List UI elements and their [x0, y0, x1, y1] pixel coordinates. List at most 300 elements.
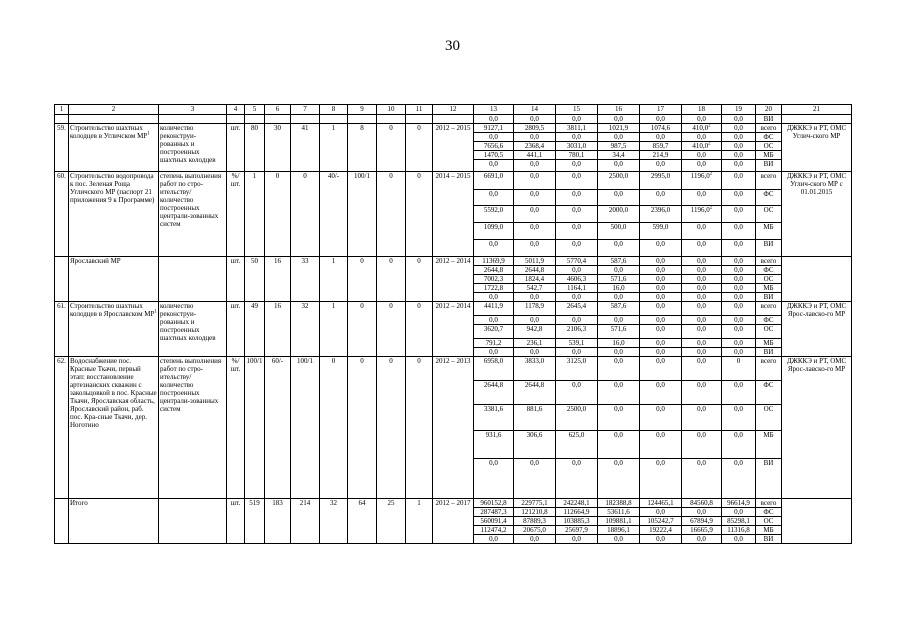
amount-cell: 0,0 — [474, 133, 514, 142]
unit: шт. — [227, 257, 245, 302]
amount-cell: 0,0 — [474, 316, 514, 325]
header-cell: 2 — [69, 105, 159, 115]
header-cell: 10 — [377, 105, 406, 115]
amount-cell: 0,0 — [556, 190, 598, 206]
amount-cell: 0,0 — [640, 302, 682, 316]
amount-cell: 0,0 — [682, 151, 722, 160]
amount-cell: 0,0 — [474, 348, 514, 357]
amount-cell: 0 — [722, 357, 756, 381]
amount-cell: 0,0 — [682, 240, 722, 257]
source-cell: всего — [756, 499, 782, 508]
source-cell: всего — [756, 257, 782, 266]
amount-cell: 0,0 — [682, 357, 722, 381]
amount-cell: 2644,8 — [514, 381, 556, 405]
amount-cell: 0,0 — [514, 348, 556, 357]
empty-cell — [55, 115, 69, 124]
plan-value: 25 — [377, 499, 406, 544]
amount-cell: 0,0 — [556, 115, 598, 124]
amount-cell: 0,0 — [640, 431, 682, 459]
amount-cell: 2500,0 — [556, 405, 598, 431]
footnote-mark: 2 — [708, 123, 711, 129]
amount-cell: 2106,3 — [556, 325, 598, 339]
amount-cell: 242248,1 — [556, 499, 598, 508]
amount-cell: 3811,1 — [556, 124, 598, 133]
plan-value: 0 — [320, 357, 348, 499]
amount-cell: 0,0 — [722, 325, 756, 339]
amount-cell: 0,0 — [682, 508, 722, 517]
plan-value: 183 — [265, 499, 291, 544]
amount-cell: 0,0 — [556, 293, 598, 302]
amount-cell: 942,8 — [514, 325, 556, 339]
amount-cell: 105242,7 — [640, 517, 682, 526]
header-cell: 19 — [722, 105, 756, 115]
row-number: 59. — [55, 124, 69, 172]
amount-cell: 0,0 — [640, 190, 682, 206]
amount-cell: 0,0 — [598, 405, 640, 431]
amount-cell: 2644,8 — [474, 266, 514, 275]
empty-cell — [433, 115, 474, 124]
source-cell: МБ — [756, 223, 782, 240]
amount-cell: 0,0 — [722, 302, 756, 316]
amount-cell: 0,0 — [722, 133, 756, 142]
plan-value: 1 — [406, 499, 433, 544]
period: 2014 – 2015 — [433, 172, 474, 257]
amount-cell: 6691,0 — [474, 172, 514, 190]
amount-cell: 0,0 — [556, 381, 598, 405]
amount-cell: 0,0 — [514, 459, 556, 499]
amount-cell: 236,1 — [514, 339, 556, 348]
amount-cell: 0,0 — [474, 160, 514, 172]
amount-cell: 0,0 — [640, 160, 682, 172]
source-cell: ОС — [756, 405, 782, 431]
amount-cell: 0,0 — [640, 316, 682, 325]
plan-value: 0 — [348, 257, 377, 302]
amount-cell: 7002,3 — [474, 275, 514, 284]
table-row — [55, 499, 852, 508]
amount-cell: 67894,9 — [682, 517, 722, 526]
indicator — [159, 499, 227, 544]
amount-cell: 859,7 — [640, 142, 682, 151]
amount-cell: 0,0 — [474, 293, 514, 302]
amount-cell: 571,6 — [598, 325, 640, 339]
amount-cell: 0,0 — [722, 535, 756, 544]
amount-cell: 0,0 — [722, 257, 756, 266]
amount-cell: 0,0 — [514, 535, 556, 544]
amount-cell: 0,0 — [556, 266, 598, 275]
amount-cell: 0,0 — [556, 172, 598, 190]
amount-cell: 11369,9 — [474, 257, 514, 266]
amount-cell: 0,0 — [474, 115, 514, 124]
source-cell: ВИ — [756, 535, 782, 544]
amount-cell: 1196,0$^2$ — [682, 206, 722, 223]
plan-value: 0 — [377, 257, 406, 302]
plan-value: 40/- — [320, 172, 348, 257]
amount-cell: 0,0 — [640, 535, 682, 544]
amount-cell: 0,0 — [556, 223, 598, 240]
amount-cell: 791,2 — [474, 339, 514, 348]
source-cell: МБ — [756, 284, 782, 293]
responsible: ДЖККЭ и РТ, ОМС Углич-ского МР с 01.01.2015 — [782, 172, 852, 257]
source-cell: ОС — [756, 142, 782, 151]
amount-cell: 0,0 — [722, 459, 756, 499]
amount-cell: 0,0 — [640, 405, 682, 431]
amount-cell: 5592,0 — [474, 206, 514, 223]
amount-cell: 0,0 — [598, 133, 640, 142]
period: 2012 – 2014 — [433, 302, 474, 357]
amount-cell: 16,0 — [598, 284, 640, 293]
amount-cell: 0,0 — [514, 206, 556, 223]
responsible — [782, 499, 852, 544]
amount-cell: 87889,3 — [514, 517, 556, 526]
amount-cell: 0,0 — [682, 459, 722, 499]
amount-cell: 0,0 — [598, 381, 640, 405]
amount-cell: 0,0 — [682, 316, 722, 325]
amount-cell: 0,0 — [640, 325, 682, 339]
program-table — [54, 104, 851, 544]
amount-cell: 0,0 — [682, 339, 722, 348]
plan-value: 16 — [265, 302, 291, 357]
header-row — [55, 105, 852, 115]
amount-cell: 0,0 — [640, 293, 682, 302]
amount-cell: 0,0 — [722, 223, 756, 240]
amount-cell: 0,0 — [722, 240, 756, 257]
amount-cell: 0,0 — [598, 357, 640, 381]
amount-cell: 0,0 — [682, 535, 722, 544]
footnote-mark: 1 — [154, 309, 157, 315]
row-number: 60. — [55, 172, 69, 257]
row-number: 62. — [55, 357, 69, 499]
amount-cell: 1824,4 — [514, 275, 556, 284]
amount-cell: 881,6 — [514, 405, 556, 431]
amount-cell: 441,1 — [514, 151, 556, 160]
amount-cell: 0,0 — [640, 381, 682, 405]
amount-cell: 0,0 — [722, 142, 756, 151]
amount-cell: 121210,8 — [514, 508, 556, 517]
responsible: ДЖККЭ и РТ, ОМС Углич-ского МР — [782, 124, 852, 172]
plan-value: 16 — [265, 257, 291, 302]
source-cell: МБ — [756, 431, 782, 459]
source-cell: всего — [756, 302, 782, 316]
table-row — [55, 357, 852, 381]
amount-cell: 0,0 — [640, 133, 682, 142]
continuation-row — [55, 115, 852, 124]
amount-cell: 0,0 — [598, 190, 640, 206]
plan-value: 0 — [406, 257, 433, 302]
amount-cell: 0,0 — [640, 459, 682, 499]
plan-value: 1 — [245, 172, 265, 257]
project-name: Ярославский МР — [69, 257, 159, 302]
amount-cell: 0,0 — [598, 348, 640, 357]
amount-cell: 19222,4 — [640, 526, 682, 535]
amount-cell: 0,0 — [640, 115, 682, 124]
amount-cell: 0,0 — [722, 160, 756, 172]
source-cell: всего — [756, 124, 782, 133]
amount-cell: 0,0 — [722, 266, 756, 275]
plan-value: 8 — [348, 124, 377, 172]
indicator: степень выполнения работ по стро-ительству/ количество построенных централи-зованных систем — [159, 172, 227, 257]
amount-cell: 1074,6 — [640, 124, 682, 133]
amount-cell: 0,0 — [598, 293, 640, 302]
period: 2012 – 2017 — [433, 499, 474, 544]
amount-cell: 0,0 — [640, 257, 682, 266]
amount-cell: 0,0 — [682, 266, 722, 275]
plan-value: 0 — [377, 302, 406, 357]
plan-value: 50 — [245, 257, 265, 302]
source-cell: ВИ — [756, 160, 782, 172]
plan-value: 0 — [406, 357, 433, 499]
source-cell: ВИ — [756, 293, 782, 302]
amount-cell: 0,0 — [722, 508, 756, 517]
amount-cell: 0,0 — [556, 133, 598, 142]
amount-cell: 0,0 — [722, 284, 756, 293]
amount-cell: 4411,9 — [474, 302, 514, 316]
row-number: 61. — [55, 302, 69, 357]
empty-cell — [245, 115, 265, 124]
table-row — [55, 302, 852, 316]
plan-value: 0 — [406, 172, 433, 257]
empty-cell — [227, 115, 245, 124]
amount-cell: 2995,0 — [640, 172, 682, 190]
amount-cell: 112664,9 — [556, 508, 598, 517]
empty-cell — [377, 115, 406, 124]
source-cell: ФС — [756, 133, 782, 142]
amount-cell: 587,6 — [598, 257, 640, 266]
indicator — [159, 257, 227, 302]
amount-cell: 0,0 — [640, 275, 682, 284]
amount-cell: 0,0 — [722, 190, 756, 206]
source-cell: ФС — [756, 316, 782, 325]
amount-cell: 539,1 — [556, 339, 598, 348]
amount-cell: 0,0 — [722, 293, 756, 302]
amount-cell: 0,0 — [514, 160, 556, 172]
header-cell: 9 — [348, 105, 377, 115]
amount-cell: 0,0 — [722, 172, 756, 190]
amount-cell: 3833,0 — [514, 357, 556, 381]
plan-value: 0 — [291, 172, 320, 257]
source-cell: ФС — [756, 266, 782, 275]
amount-cell: 0,0 — [514, 316, 556, 325]
amount-cell: 542,7 — [514, 284, 556, 293]
amount-cell: 0,0 — [474, 240, 514, 257]
plan-value: 41 — [291, 124, 320, 172]
unit: %/ шт. — [227, 357, 245, 499]
plan-value: 0 — [406, 124, 433, 172]
header-cell: 8 — [320, 105, 348, 115]
empty-cell — [69, 115, 159, 124]
source-cell: ВИ — [756, 240, 782, 257]
amount-cell: 1178,9 — [514, 302, 556, 316]
amount-cell: 0,0 — [556, 160, 598, 172]
table-row — [55, 257, 852, 266]
plan-value: 49 — [245, 302, 265, 357]
plan-value: 32 — [291, 302, 320, 357]
table-row — [55, 124, 852, 133]
amount-cell: 0,0 — [682, 257, 722, 266]
amount-cell: 410,0$^2$ — [682, 142, 722, 151]
amount-cell: 16,0 — [598, 339, 640, 348]
plan-value: 0 — [348, 302, 377, 357]
amount-cell: 0,0 — [682, 115, 722, 124]
empty-cell — [406, 115, 433, 124]
amount-cell: 112474,2 — [474, 526, 514, 535]
header-cell: 12 — [433, 105, 474, 115]
source-cell: МБ — [756, 339, 782, 348]
amount-cell: 214,9 — [640, 151, 682, 160]
amount-cell: 0,0 — [722, 206, 756, 223]
amount-cell: 16665,9 — [682, 526, 722, 535]
plan-value: 0 — [377, 172, 406, 257]
header-cell: 21 — [782, 105, 852, 115]
plan-value: 1 — [320, 124, 348, 172]
source-cell: ВИ — [756, 115, 782, 124]
source-cell: ВИ — [756, 459, 782, 499]
amount-cell: 1164,1 — [556, 284, 598, 293]
amount-cell: 0,0 — [598, 240, 640, 257]
amount-cell: 11316,8 — [722, 526, 756, 535]
amount-cell: 85298,1 — [722, 517, 756, 526]
amount-cell: 0,0 — [556, 206, 598, 223]
amount-cell: 0,0 — [598, 266, 640, 275]
unit: шт. — [227, 499, 245, 544]
plan-value: 0 — [265, 172, 291, 257]
amount-cell: 0,0 — [722, 124, 756, 133]
amount-cell: 103885,3 — [556, 517, 598, 526]
amount-cell: 0,0 — [722, 151, 756, 160]
amount-cell: 0,0 — [598, 459, 640, 499]
row-number — [55, 257, 69, 302]
amount-cell: 25697,9 — [556, 526, 598, 535]
amount-cell: 2809,5 — [514, 124, 556, 133]
amount-cell: 0,0 — [722, 339, 756, 348]
amount-cell: 410,0$^2$ — [682, 124, 722, 133]
amount-cell: 587,6 — [598, 302, 640, 316]
amount-cell: 0,0 — [474, 190, 514, 206]
amount-cell: 0,0 — [640, 240, 682, 257]
amount-cell: 2000,0 — [598, 206, 640, 223]
amount-cell: 2644,8 — [474, 381, 514, 405]
header-cell: 17 — [640, 105, 682, 115]
plan-value: 60/- — [265, 357, 291, 499]
table-row — [55, 172, 852, 190]
footnote-mark: 1 — [147, 131, 150, 137]
amount-cell: 571,6 — [598, 275, 640, 284]
amount-cell: 960152,8 — [474, 499, 514, 508]
period: 2012 – 2013 — [433, 357, 474, 499]
amount-cell: 0,0 — [682, 275, 722, 284]
amount-cell: 0,0 — [682, 293, 722, 302]
amount-cell: 0,0 — [514, 240, 556, 257]
amount-cell: 0,0 — [514, 223, 556, 240]
amount-cell: 0,0 — [598, 160, 640, 172]
amount-cell: 625,0 — [556, 431, 598, 459]
amount-cell: 987,5 — [598, 142, 640, 151]
header-cell: 14 — [514, 105, 556, 115]
amount-cell: 0,0 — [640, 348, 682, 357]
empty-cell — [320, 115, 348, 124]
amount-cell: 6958,0 — [474, 357, 514, 381]
amount-cell: 3381,6 — [474, 405, 514, 431]
amount-cell: 0,0 — [640, 266, 682, 275]
amount-cell: 2500,0 — [598, 172, 640, 190]
amount-cell: 0,0 — [556, 240, 598, 257]
amount-cell: 0,0 — [598, 431, 640, 459]
plan-value: 214 — [291, 499, 320, 544]
amount-cell: 0,0 — [682, 431, 722, 459]
plan-value: 0 — [377, 124, 406, 172]
responsible — [782, 257, 852, 302]
amount-cell: 0,0 — [722, 316, 756, 325]
responsible: ДЖККЭ и РТ, ОМС Ярос-лавско-го МР — [782, 302, 852, 357]
period: 2012 – 2014 — [433, 257, 474, 302]
period: 2012 – 2015 — [433, 124, 474, 172]
amount-cell: 0,0 — [722, 405, 756, 431]
amount-cell: 0,0 — [556, 459, 598, 499]
amount-cell: 1470,5 — [474, 151, 514, 160]
empty-cell — [291, 115, 320, 124]
amount-cell: 0,0 — [598, 316, 640, 325]
amount-cell: 306,6 — [514, 431, 556, 459]
indicator: количество реконструи-рованных и построенных шахтных колодцев — [159, 124, 227, 172]
amount-cell: 1099,0 — [474, 223, 514, 240]
amount-cell: 34,4 — [598, 151, 640, 160]
amount-cell: 0,0 — [722, 275, 756, 284]
amount-cell: 20675,0 — [514, 526, 556, 535]
amount-cell: 0,0 — [682, 223, 722, 240]
footnote-mark: 2 — [708, 141, 711, 147]
amount-cell: 599,0 — [640, 223, 682, 240]
amount-cell: 124465,1 — [640, 499, 682, 508]
amount-cell: 0,0 — [682, 284, 722, 293]
amount-cell: 0,0 — [598, 535, 640, 544]
source-cell: ОС — [756, 275, 782, 284]
amount-cell: 2644,8 — [514, 266, 556, 275]
empty-cell — [265, 115, 291, 124]
plan-value: 0 — [406, 302, 433, 357]
empty-cell — [159, 115, 227, 124]
empty-cell — [348, 115, 377, 124]
amount-cell: 931,6 — [474, 431, 514, 459]
project-name: Строительство водопровода к пос. Зеленая Роща Угличского МР (паспорт 21 приложения 9 к Программе) — [69, 172, 159, 257]
amount-cell: 0,0 — [682, 302, 722, 316]
amount-cell: 9127,1 — [474, 124, 514, 133]
indicator: степень выполнения работ по стро-ительству/ количество построенных централи-зованных систем — [159, 357, 227, 499]
header-cell: 13 — [474, 105, 514, 115]
amount-cell: 109881,1 — [598, 517, 640, 526]
amount-cell: 3125,0 — [556, 357, 598, 381]
table-body — [55, 105, 852, 544]
row-number — [55, 499, 69, 544]
amount-cell: 2396,0 — [640, 206, 682, 223]
project-name: Строительство шахтных колодцев в Ярославском $МР^1$ — [69, 302, 159, 357]
source-cell: всего — [756, 357, 782, 381]
amount-cell: 500,0 — [598, 223, 640, 240]
amount-cell: 1722,8 — [474, 284, 514, 293]
source-cell: МБ — [756, 151, 782, 160]
amount-cell: 0,0 — [682, 325, 722, 339]
amount-cell: 2645,4 — [556, 302, 598, 316]
amount-cell: 0,0 — [556, 348, 598, 357]
header-cell: 16 — [598, 105, 640, 115]
amount-cell: 0,0 — [722, 115, 756, 124]
plan-value: 32 — [320, 499, 348, 544]
amount-cell: 0,0 — [682, 133, 722, 142]
plan-value: 0 — [377, 357, 406, 499]
project-name: Водоснабжение пос. Красные Ткачи, первый этап: восстановление артезианских скважин с закольцовкой в пос. Красные Ткачи, Ярославская область, Ярославский район, раб. пос. Кра-сные Ткачи, дер. Ноготино — [69, 357, 159, 499]
source-cell: ФС — [756, 190, 782, 206]
amount-cell: 4606,3 — [556, 275, 598, 284]
indicator: количество реконструи-рованных и построенных шахтных колодцев — [159, 302, 227, 357]
amount-cell: 53611,6 — [598, 508, 640, 517]
